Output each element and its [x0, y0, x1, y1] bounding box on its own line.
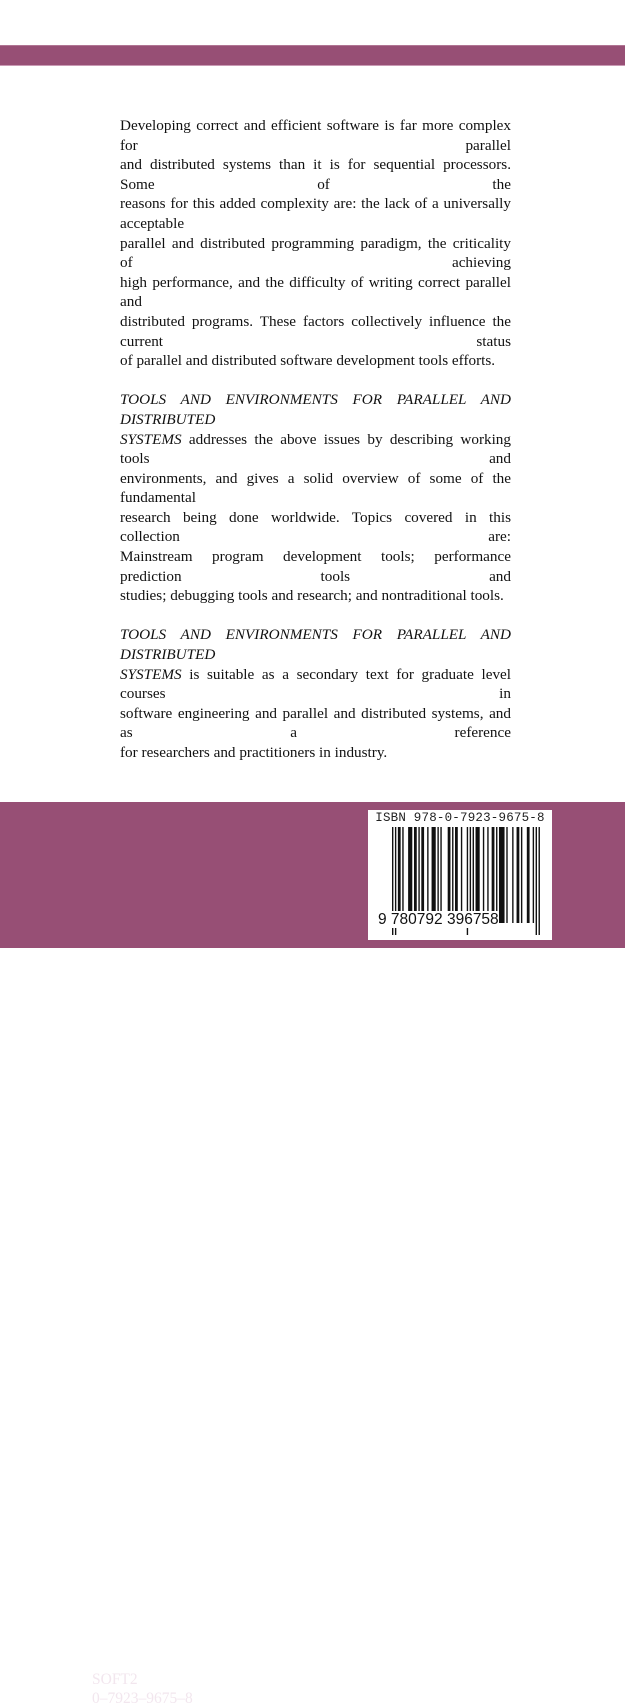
- text-segment: for researchers and practitioners in industry.: [120, 744, 388, 761]
- text-segment: environments, and gives a solid overview of some of the fundamental: [120, 469, 511, 507]
- barcode-digits-text: 9 780792 396758: [378, 911, 499, 928]
- text-segment: research being done worldwide. Topics covered in this collection are:: [120, 508, 511, 546]
- barcode-bar: [398, 827, 401, 923]
- barcode-bar: [440, 827, 441, 923]
- barcode-bar: [437, 827, 438, 923]
- text-line: [120, 665, 511, 704]
- text-line: [120, 116, 511, 155]
- barcode-bar: [539, 827, 540, 935]
- text-segment: Developing correct and efficient software is far more complex for parallel: [120, 117, 511, 154]
- barcode-bar: [452, 827, 453, 923]
- barcode-bar: [448, 827, 451, 923]
- text-line: [120, 625, 511, 664]
- barcode-bar: [408, 827, 412, 923]
- text-segment: of parallel and distributed software development tools efforts.: [120, 352, 496, 370]
- barcode-isbn-label: ISBN 978-0-7923-9675-8: [375, 811, 545, 825]
- isbn-barcode: [368, 810, 552, 940]
- text-segment: distributed programs. These factors collectively influence the current status: [120, 312, 511, 350]
- text-line: [120, 351, 511, 371]
- barcode-bar: [521, 827, 522, 923]
- barcode-bar: [473, 827, 474, 923]
- barcode-bar: [536, 827, 537, 935]
- barcode-bar: [414, 827, 417, 923]
- barcode-bar: [499, 827, 505, 923]
- text-line: [120, 430, 511, 469]
- book-title-italic: SYSTEMS: [120, 430, 182, 448]
- book-title-italic: TOOLS AND ENVIRONMENTS FOR PARALLEL AND DISTRIBUTED: [120, 391, 511, 428]
- isbn-short: 0–7923–9675–8: [92, 1690, 193, 1707]
- text-line: [120, 390, 511, 429]
- cover-description: [120, 116, 511, 782]
- book-title-italic: SYSTEMS: [120, 665, 182, 683]
- text-segment: high performance, and the difficulty of writing correct parallel and: [120, 273, 511, 311]
- text-segment: studies; debugging tools and research; and nontraditional tools.: [120, 587, 504, 605]
- top-color-bar: [0, 45, 625, 66]
- series-code: SOFT2: [92, 1671, 138, 1688]
- text-line: [120, 547, 511, 586]
- paragraph: [120, 390, 511, 606]
- barcode-bar: [402, 827, 403, 923]
- barcode-bar: [461, 827, 462, 923]
- text-segment: software engineering and parallel and distributed systems, and as a reference: [120, 704, 511, 742]
- barcode-bar: [527, 827, 530, 923]
- text-segment: is suitable as a secondary text for graduate level courses in: [120, 665, 511, 703]
- barcode-bar: [506, 827, 507, 923]
- paragraph: [120, 625, 511, 762]
- barcode-bar: [533, 827, 534, 923]
- text-line: [120, 273, 511, 312]
- text-segment: addresses the above issues by describing working tools and: [120, 430, 511, 468]
- text-line: [120, 704, 511, 743]
- barcode-bar: [427, 827, 428, 923]
- paragraph: [120, 116, 511, 371]
- barcode-bar: [492, 827, 495, 923]
- text-line: [120, 586, 511, 606]
- barcode-bar: [512, 827, 513, 923]
- barcode-bar: [470, 827, 471, 923]
- barcode-bar: [476, 827, 480, 923]
- text-segment: parallel and distributed programming paradigm, the criticality of achieving: [120, 234, 511, 272]
- series-code-block: [92, 1670, 193, 1708]
- text-line: [120, 469, 511, 508]
- barcode-bar: [455, 827, 458, 923]
- text-line: [120, 743, 511, 763]
- barcode-bar: [418, 827, 419, 923]
- barcode-digits: [378, 911, 499, 929]
- text-line: [120, 508, 511, 547]
- text-segment: reasons for this added complexity are: the lack of a universally acceptable: [120, 195, 511, 232]
- barcode-bar: [483, 827, 484, 923]
- barcode-bar: [421, 827, 424, 923]
- text-line: [120, 155, 511, 194]
- text-segment: and distributed systems than it is for sequential processors. Some of the: [120, 156, 511, 193]
- book-title-italic: TOOLS AND ENVIRONMENTS FOR PARALLEL AND DISTRIBUTED: [120, 626, 511, 664]
- barcode-bar: [432, 827, 436, 923]
- text-line: [120, 312, 511, 351]
- text-line: [120, 234, 511, 273]
- barcode-bar: [496, 827, 497, 923]
- barcode-bar: [517, 827, 520, 923]
- text-line: [120, 194, 511, 233]
- barcode-bar: [487, 827, 488, 923]
- text-segment: Mainstream program development tools; performance prediction tools and: [120, 548, 511, 585]
